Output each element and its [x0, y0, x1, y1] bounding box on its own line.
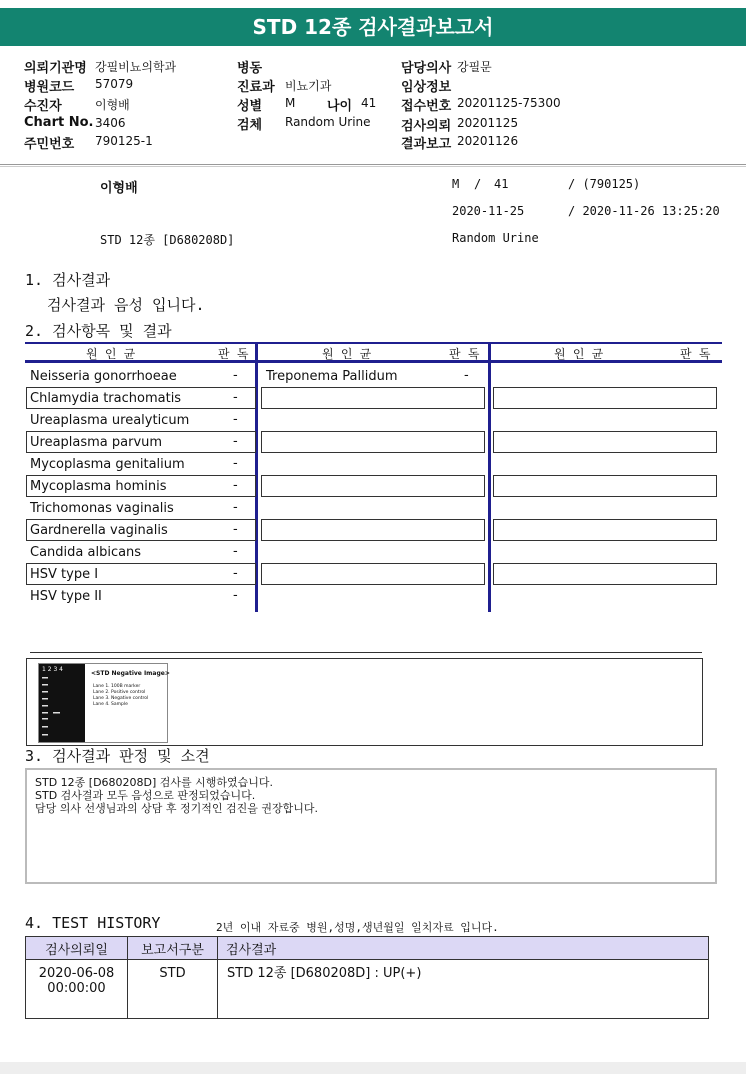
header-label: 병동: [237, 61, 263, 76]
gel-legend-item: Lane 4. Sample: [93, 702, 128, 707]
header-value: 강필문: [457, 60, 492, 74]
row-box: [493, 519, 717, 541]
divider: [0, 164, 746, 165]
test-name: STD 12종 [D680208D]: [100, 233, 235, 247]
organism-result: -: [233, 588, 238, 603]
gel-bands: [39, 664, 85, 742]
header-value: 20201126: [457, 134, 519, 148]
organism-result: -: [233, 368, 238, 383]
patient-birth: / (790125): [568, 177, 641, 191]
history-column-header: 검사의뢰일: [26, 937, 128, 960]
row-box: [493, 563, 717, 585]
gel-caption-title: <STD Negative Image>: [91, 670, 170, 677]
section4-title: 4. TEST HISTORY: [25, 914, 161, 932]
column-header-result: 판 독: [218, 347, 249, 361]
organism-result: -: [233, 478, 238, 493]
row-box: [261, 431, 485, 453]
organism-name: Gardnerella vaginalis: [30, 523, 168, 538]
organism-result: -: [233, 566, 238, 581]
history-date-cell: [26, 960, 128, 1019]
header-value: 20201125: [457, 116, 519, 130]
history-type: STD: [128, 960, 218, 1019]
patient-sex: M: [452, 177, 460, 191]
opinion-box: [25, 768, 717, 884]
history-row: [26, 960, 709, 1019]
column-header-name: 원 인 균: [322, 347, 372, 361]
organism-name: HSV type II: [30, 589, 102, 604]
gel-image: [38, 663, 168, 743]
organism-name: Ureaplasma parvum: [30, 435, 163, 450]
organism-result: -: [233, 500, 238, 515]
header-label: 검사의뢰: [401, 119, 452, 134]
organism-name: Mycoplasma genitalium: [30, 457, 185, 472]
header-label: 의뢰기관명: [24, 61, 87, 76]
header-label: 나이: [327, 99, 353, 114]
history-time: 00:00:00: [47, 981, 106, 996]
header-value: 41: [361, 96, 377, 110]
header-label: 수진자: [24, 99, 62, 114]
header-value: 강필비뇨의학과: [95, 60, 177, 74]
opinion-line: STD 12종 [D680208D] 검사를 시행하였습니다.: [35, 776, 274, 789]
organism-result: -: [233, 456, 238, 471]
page-footer-strip: [0, 1062, 746, 1074]
row-box: [493, 475, 717, 497]
header-label: Chart No.: [24, 115, 94, 130]
organism-name: HSV type I: [30, 567, 99, 582]
header-value: M: [285, 96, 296, 110]
organism-name: Trichomonas vaginalis: [30, 501, 174, 516]
organism-result: -: [233, 522, 238, 537]
organism-result: -: [233, 412, 238, 427]
header-label: 검체: [237, 118, 263, 133]
header-label: 임상정보: [401, 80, 452, 95]
organism-result: -: [233, 434, 238, 449]
organism-name: Neisseria gonorrhoeae: [30, 369, 177, 384]
row-box: [261, 387, 485, 409]
organism-name: Chlamydia trachomatis: [30, 391, 182, 406]
section1-text: 검사결과 음성 입니다.: [47, 296, 205, 314]
row-box: [493, 387, 717, 409]
header-label: 진료과: [237, 80, 275, 95]
patient-name: 이형배: [100, 181, 138, 196]
divider: [30, 652, 702, 653]
header-label: 병원코드: [24, 80, 75, 95]
column-header-result: 판 독: [680, 347, 711, 361]
history-table: [25, 936, 709, 1019]
column-header-result: 판 독: [449, 347, 480, 361]
history-column-header: 보고서구분: [128, 937, 218, 960]
header-value: 3406: [95, 116, 126, 130]
column-header-name: 원 인 균: [554, 347, 604, 361]
row-box: [261, 475, 485, 497]
header-label: 결과보고: [401, 137, 452, 152]
organism-name: Treponema Pallidum: [266, 369, 398, 384]
header-value: 790125-1: [95, 134, 153, 148]
header-label: 성별: [237, 99, 263, 114]
gel-photo: [39, 664, 85, 742]
gel-legend-item: Lane 2. Positive control: [93, 690, 146, 695]
column-header-name: 원 인 균: [86, 347, 136, 361]
header-value: Random Urine: [285, 115, 371, 129]
patient-slash: /: [474, 177, 482, 191]
history-column-header: 검사결과: [218, 937, 709, 960]
header-label: 접수번호: [401, 99, 452, 114]
patient-age: 41: [494, 177, 509, 191]
lane-numbers: 1 2 3 4: [42, 666, 63, 673]
row-box: [261, 563, 485, 585]
section2-title: 2. 검사항목 및 결과: [25, 322, 172, 340]
specimen: Random Urine: [452, 231, 539, 245]
organism-result: -: [233, 390, 238, 405]
history-date: 2020-06-08: [38, 966, 115, 981]
column-divider: [488, 342, 491, 612]
header-value: 57079: [95, 77, 134, 91]
history-header-row: [26, 937, 709, 960]
header-value: 비뇨기과: [285, 79, 332, 93]
organism-result: -: [464, 368, 469, 383]
table-top-border: [25, 342, 722, 344]
organism-result: -: [233, 544, 238, 559]
opinion-line: 담당 의사 선생님과의 상담 후 정기적인 검진을 권장합니다.: [35, 802, 318, 815]
report-title: STD 12종 검사결과보고서: [0, 8, 746, 46]
history-result: STD 12종 [D680208D] : UP(+): [218, 960, 709, 1019]
section3-title: 3. 검사결과 판정 및 소견: [25, 747, 210, 765]
header-value: 20201125-75300: [457, 96, 561, 110]
header-label: 주민번호: [24, 137, 75, 152]
section1-title: 1. 검사결과: [25, 271, 111, 289]
gel-legend-item: Lane 1. 100B marker: [93, 684, 141, 689]
header-label: 담당의사: [401, 61, 452, 76]
organism-name: Mycoplasma hominis: [30, 479, 167, 494]
history-note: 2년 이내 자료중 병원,성명,생년월일 일치자료 입니다.: [216, 921, 499, 934]
report-datetime: / 2020-11-26 13:25:20: [568, 204, 720, 218]
organism-name: Ureaplasma urealyticum: [30, 413, 190, 428]
opinion-line: STD 검사결과 모두 음성으로 판정되었습니다.: [35, 789, 256, 802]
gel-legend: [93, 684, 148, 708]
divider: [0, 166, 746, 167]
gel-legend-item: Lane 3. Negative control: [93, 696, 149, 701]
row-box: [261, 519, 485, 541]
request-date: 2020-11-25: [452, 204, 525, 218]
header-value: 이형배: [95, 98, 130, 112]
organism-name: Candida albicans: [30, 545, 142, 560]
row-box: [493, 431, 717, 453]
